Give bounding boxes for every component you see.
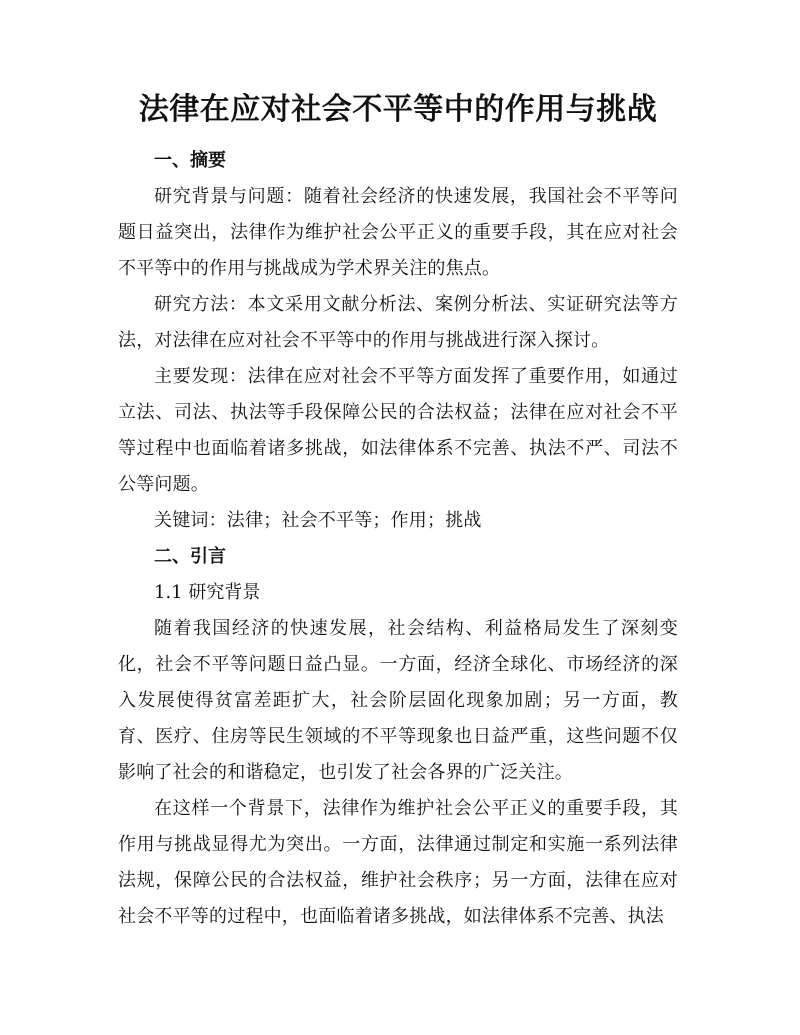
introduction-heading: 二、引言 [154, 546, 226, 567]
introduction-paragraph-1: 随着我国经济的快速发展，社会结构、利益格局发生了深刻变化，社会不平等问题日益凸显。一方面，经济全球化、市场经济的深入发展使得贫富差距扩大，社会阶层固化现象加剧；另一方面，教育、医疗、住房等民生领域的不平等现象也日益严重，这些问题不仅影响了社会的和谐稳定，也引发了社会各界的广泛关注。 [118, 618, 678, 783]
document-title: 法律在应对社会不平等中的作用与挑战 [138, 92, 658, 127]
introduction-paragraph-2: 在这样一个背景下，法律作为维护社会公平正义的重要手段，其作用与挑战显得尤为突出。一方面，法律通过制定和实施一系列法律法规，保障公民的合法权益，维护社会秩序；另一方面，法律在应对社会不平等的过程中，也面临着诸多挑战，如法律体系不完善、执法 [118, 798, 678, 927]
abstract-heading: 一、摘要 [154, 150, 226, 171]
abstract-keywords-paragraph: 关键词：法律；社会不平等；作用；挑战 [154, 510, 482, 531]
abstract-background-paragraph: 研究背景与问题：随着社会经济的快速发展，我国社会不平等问题日益突出，法律作为维护社会公平正义的重要手段，其在应对社会不平等中的作用与挑战成为学术界关注的焦点。 [118, 186, 678, 279]
abstract-methods-paragraph: 研究方法：本文采用文献分析法、案例分析法、实证研究法等方法，对法律在应对社会不平等中的作用与挑战进行深入探讨。 [118, 294, 678, 351]
abstract-findings-paragraph: 主要发现：法律在应对社会不平等方面发挥了重要作用，如通过立法、司法、执法等手段保障公民的合法权益；法律在应对社会不平等过程中也面临着诸多挑战，如法律体系不完善、执法不严、司法不公等问题。 [118, 366, 678, 495]
research-background-subheading: 1.1 研究背景 [154, 582, 261, 603]
document-page [118, 78, 678, 935]
